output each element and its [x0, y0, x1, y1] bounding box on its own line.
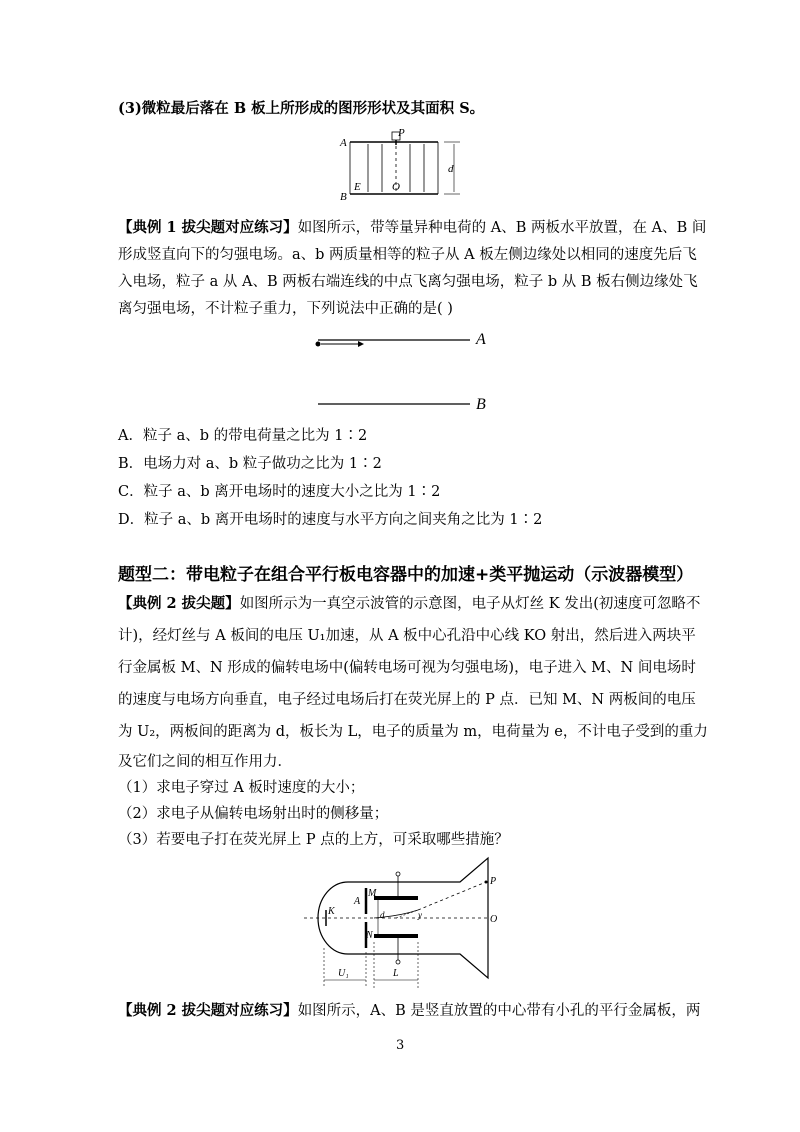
- example-2b-label: 【典例 2 拔尖题对应练习】: [118, 1002, 298, 1019]
- page-number: 3: [396, 1038, 405, 1053]
- fig3-label-A: A: [354, 896, 361, 907]
- example-1-label: 【典例 1 拔尖题对应练习】: [118, 219, 298, 236]
- fig1-label-E: E: [354, 181, 361, 193]
- fig1-label-P: P: [398, 127, 405, 139]
- example-2b-line-1: 【典例 2 拔尖题对应练习】如图所示，A、B 是竖直放置的中心带有小孔的平行金属板，两: [118, 1002, 701, 1019]
- fig3-label-K: K: [328, 906, 335, 917]
- fig3-label-L: L: [393, 968, 399, 979]
- fig3-label-P: P: [490, 876, 497, 887]
- figure-plates-source: [330, 124, 470, 204]
- fig2-label-A: A: [476, 331, 486, 348]
- fig1-label-O: O: [392, 181, 400, 193]
- example-1-line-4: 离匀强电场，不计粒子重力，下列说法中正确的是( ): [118, 301, 453, 317]
- fig3-label-y: y: [418, 910, 422, 920]
- fig3-label-M: M: [368, 888, 377, 899]
- option-c: C．粒子 a、b 离开电场时的速度大小之比为 1∶2: [118, 484, 441, 500]
- example-2-line-1: 【典例 2 拔尖题】如图所示为一真空示波管的示意图，电子从灯丝 K 发出(初速度可忽略不: [118, 595, 701, 612]
- fig3-label-N: N: [366, 930, 373, 941]
- example-2-question-1: （1）求电子穿过 A 板时速度的大小；: [118, 780, 365, 796]
- fig1-label-d: d: [448, 163, 454, 175]
- fig2-label-B: B: [476, 396, 486, 413]
- fig1-label-B: B: [340, 191, 347, 203]
- example-1-line-1: 【典例 1 拔尖题对应练习】如图所示，带等量异种电荷的 A、B 两板水平放置，在 A、B 间: [118, 219, 707, 236]
- section-title: 题型二：带电粒子在组合平行板电容器中的加速+类平抛运动（示波器模型）: [118, 565, 694, 585]
- example-1-line-3: 入电场，粒子 a 从 A、B 两板右端连线的中点飞离匀强电场，粒子 b 从 B 板右侧边缘处飞: [118, 274, 698, 290]
- option-a: A．粒子 a、b 的带电荷量之比为 1∶2: [118, 428, 368, 444]
- example-2-line-2: 计)，经灯丝与 A 板间的电压 U₁加速，从 A 板中心孔沿中心线 KO 射出，然后进入两块平: [118, 628, 696, 644]
- option-d: D．粒子 a、b 离开电场时的速度与水平方向之间夹角之比为 1∶2: [118, 512, 543, 528]
- example-2-question-3: （3）若要电子打在荧光屏上 P 点的上方，可采取哪些措施？: [118, 832, 509, 848]
- fig3-label-U1: U₁: [338, 968, 349, 979]
- question-3: (3)微粒最后落在 B 板上所形成的图形形状及其面积 S。: [118, 100, 485, 117]
- fig3-label-O: O: [490, 914, 498, 925]
- figure-oscilloscope-tube: [290, 852, 506, 996]
- example-2-question-2: （2）求电子从偏转电场射出时的侧移量；: [118, 806, 389, 822]
- example-2-line-3: 行金属板 M、N 形成的偏转电场中(偏转电场可视为匀强电场)，电子进入 M、N 间电场时: [118, 660, 696, 676]
- figure-plates-ab: [308, 324, 498, 416]
- option-b: B．电场力对 a、b 粒子做功之比为 1∶2: [118, 456, 382, 472]
- example-2-line-4: 的速度与电场方向垂直，电子经过电场后打在荧光屏上的 P 点．已知 M、N 两板间的电压: [118, 692, 696, 708]
- example-1-line-2: 形成竖直向下的匀强电场。a、b 两质量相等的粒子从 A 板左侧边缘处以相同的速度先后飞: [118, 247, 697, 263]
- example-2-line-5: 为 U₂，两板间的距离为 d，板长为 L，电子的质量为 m，电荷量为 e，不计电子受到的重力: [118, 724, 708, 740]
- fig3-label-d: d: [380, 910, 385, 920]
- fig1-label-A: A: [340, 137, 347, 149]
- example-2-line-6: 及它们之间的相互作用力．: [118, 754, 292, 770]
- example-2-label: 【典例 2 拔尖题】: [118, 595, 240, 612]
